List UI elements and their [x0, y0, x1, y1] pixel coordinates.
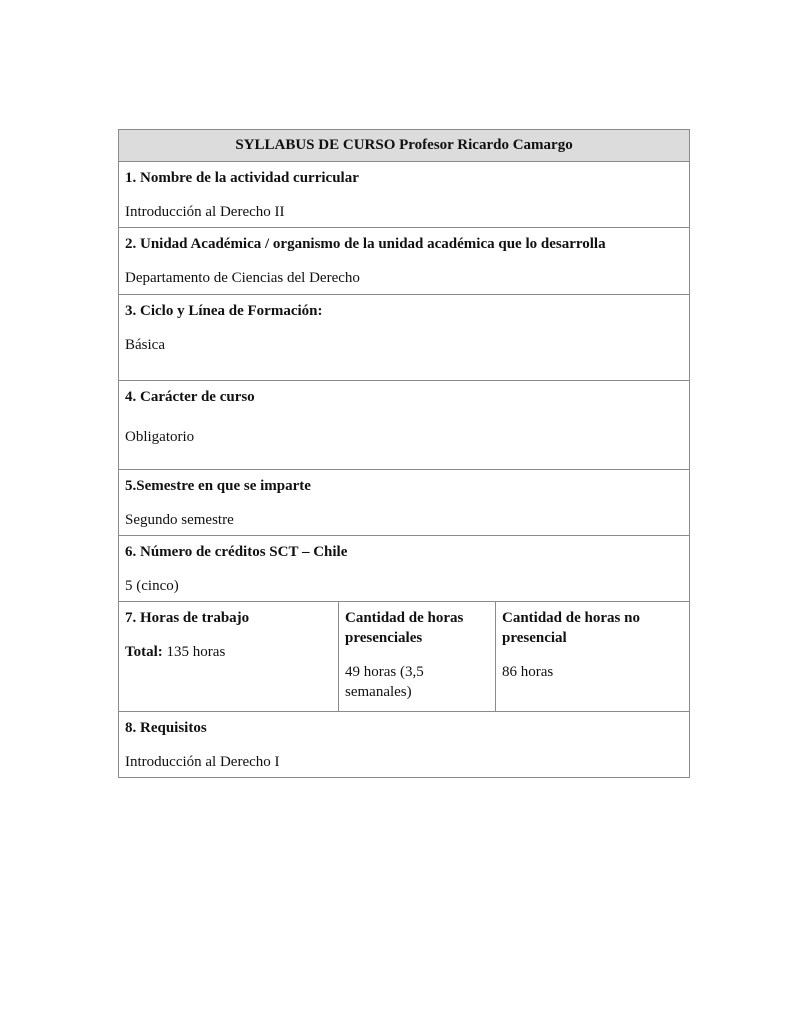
section-work-hours	[119, 602, 339, 712]
section-label: 8. Requisitos	[125, 720, 207, 736]
total-hours	[125, 642, 332, 662]
section-label: 5.Semestre en que se imparte	[125, 478, 311, 494]
section-credits	[119, 536, 690, 602]
section-cycle	[119, 295, 690, 381]
section-value: Introducción al Derecho II	[125, 204, 285, 220]
section-value: Departamento de Ciencias del Derecho	[125, 270, 360, 286]
section-label: 7. Horas de trabajo	[125, 610, 250, 626]
section-value: Segundo semestre	[125, 512, 234, 528]
table-row	[119, 228, 690, 295]
section-semester	[119, 470, 690, 536]
table-row	[119, 602, 690, 712]
table-row	[119, 470, 690, 536]
section-label: 1. Nombre de la actividad curricular	[125, 170, 359, 186]
section-course-name	[119, 162, 690, 228]
section-value: 5 (cinco)	[125, 578, 179, 594]
section-requirements	[119, 712, 690, 778]
section-label: 4. Carácter de curso	[125, 389, 255, 405]
section-value: 49 horas (3,5 semanales)	[345, 664, 424, 700]
section-label: 3. Ciclo y Línea de Formación:	[125, 303, 323, 319]
table-row	[119, 712, 690, 778]
section-label: 6. Número de créditos SCT – Chile	[125, 544, 348, 560]
syllabus-title: SYLLABUS DE CURSO Profesor Ricardo Camargo	[119, 130, 690, 162]
table-row	[119, 536, 690, 602]
section-label: Cantidad de horas presenciales	[345, 610, 464, 646]
table-header-row	[119, 130, 690, 162]
table-row	[119, 295, 690, 381]
syllabus-table	[118, 129, 690, 778]
section-value: Básica	[125, 337, 165, 353]
total-label: Total:	[125, 644, 163, 660]
section-value: 86 horas	[502, 664, 554, 680]
section-no-presencial-hours	[496, 602, 690, 712]
section-presencial-hours	[339, 602, 496, 712]
section-label: Cantidad de horas no presencial	[502, 610, 640, 646]
table-row	[119, 162, 690, 228]
section-value: Introducción al Derecho I	[125, 754, 280, 770]
section-academic-unit	[119, 228, 690, 295]
table-row	[119, 381, 690, 470]
total-value: 135 horas	[162, 644, 226, 660]
section-course-character	[119, 381, 690, 470]
section-value: Obligatorio	[125, 429, 195, 445]
section-label: 2. Unidad Académica / organismo de la unidad académica que lo desarrolla	[125, 236, 606, 252]
